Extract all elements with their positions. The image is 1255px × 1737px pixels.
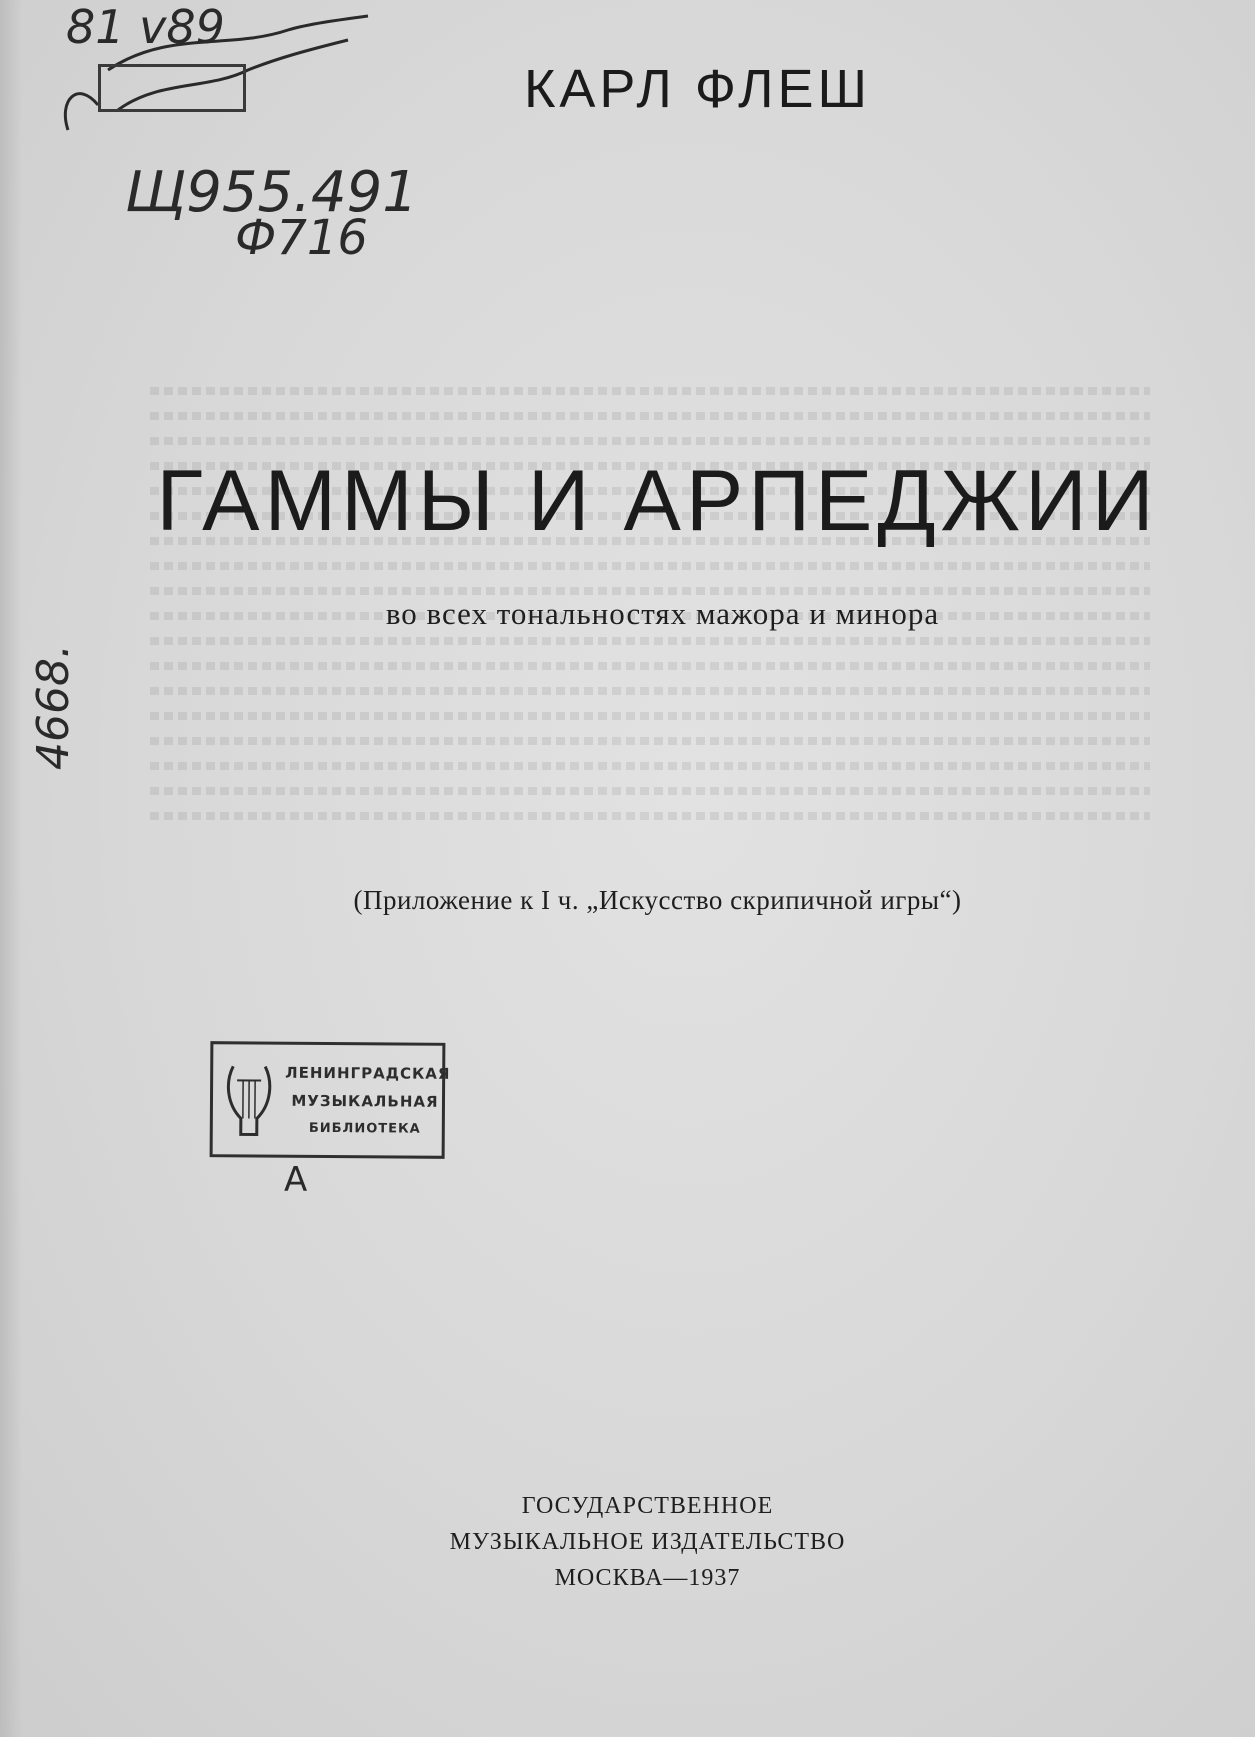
book-title: ГАММЫ И АРПЕДЖИИ [156, 453, 1159, 549]
page-edge-shadow [0, 0, 22, 1737]
author-name: КАРЛ ФЛЕШ [523, 59, 872, 119]
publisher-block [0, 1488, 1255, 1596]
publisher-line-1: ГОСУДАРСТВЕННОЕ [521, 1493, 774, 1519]
stamp-line-1: ЛЕНИНГРАДСКАЯ [285, 1063, 451, 1083]
publisher-line-2: МУЗЫКАЛЬНОЕ ИЗДАТЕЛЬСТВО [449, 1529, 846, 1555]
stamp-line-3: БИБЛИОТЕКА [308, 1120, 421, 1137]
library-stamp [210, 1041, 451, 1159]
handwritten-letter-mark: А [284, 1160, 308, 1200]
publisher-line-3: МОСКВА—1937 [554, 1565, 741, 1591]
handwritten-note-top: 81 v89 [66, 0, 225, 54]
stamp-line-2: МУЗЫКАЛЬНАЯ [291, 1091, 439, 1111]
lyre-icon [223, 1058, 276, 1144]
handwritten-shelf-mark-2: Ф716 [235, 210, 368, 266]
book-subtitle: во всех тональностях мажора и минора [385, 596, 940, 631]
appendix-note: (Приложение к I ч. „Искусство скрипичной игры“) [353, 885, 962, 915]
stamp-text [285, 1059, 451, 1144]
handwritten-side-number: 4668. [28, 644, 79, 770]
handwritten-shelf-mark: Щ955.491 [125, 160, 418, 225]
